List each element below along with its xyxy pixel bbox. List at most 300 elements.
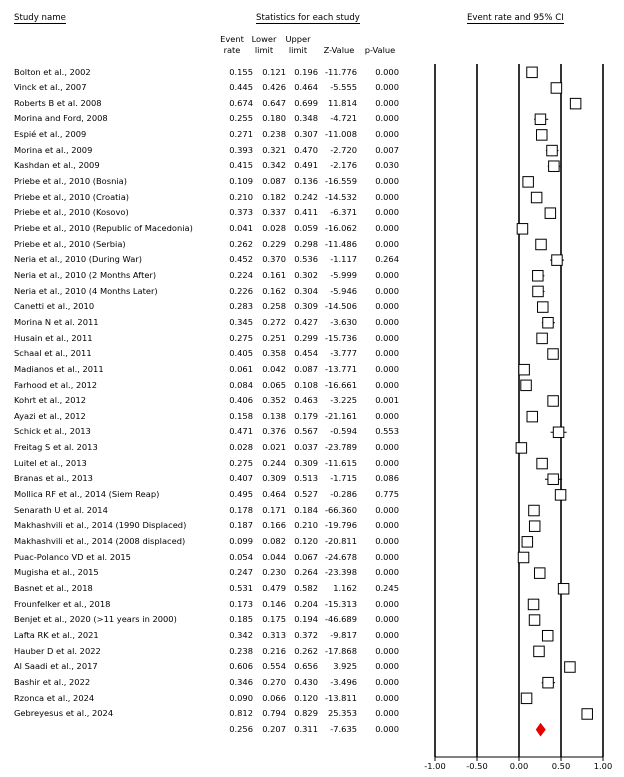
lower-limit: 0.066 bbox=[262, 692, 286, 703]
study-point bbox=[522, 537, 533, 548]
upper-limit: 0.513 bbox=[294, 473, 318, 484]
p-value: 0.245 bbox=[375, 582, 399, 593]
event-rate: 0.495 bbox=[229, 489, 253, 500]
p-value: 0.000 bbox=[375, 598, 399, 609]
p-value: 0.000 bbox=[375, 629, 399, 640]
z-value: -0.594 bbox=[330, 426, 357, 437]
z-value: -14.506 bbox=[324, 301, 357, 312]
lower-limit: 0.082 bbox=[262, 536, 286, 546]
p-value: 0.000 bbox=[375, 269, 399, 280]
lower-limit: 0.121 bbox=[262, 66, 286, 77]
upper-limit: 0.179 bbox=[294, 410, 318, 421]
upper-limit: 0.567 bbox=[294, 426, 318, 437]
event-rate: 0.812 bbox=[229, 708, 253, 719]
event-rate: 0.531 bbox=[229, 582, 253, 593]
event-rate: 0.275 bbox=[229, 457, 253, 468]
study-name: Priebe et al., 2010 (Croatia) bbox=[14, 191, 130, 202]
p-value: 0.000 bbox=[375, 332, 399, 343]
lower-limit: 0.229 bbox=[262, 238, 286, 249]
upper-limit: 0.242 bbox=[294, 191, 318, 202]
upper-limit: 0.196 bbox=[294, 66, 318, 77]
lower-limit: 0.358 bbox=[262, 348, 286, 359]
study-name: Benjet et al., 2020 (>11 years in 2000) bbox=[14, 614, 177, 625]
study-point bbox=[548, 349, 559, 360]
lower-limit: 0.175 bbox=[262, 614, 286, 625]
upper-limit: 0.298 bbox=[294, 238, 318, 249]
p-value: 0.000 bbox=[375, 363, 399, 374]
z-value: -11.008 bbox=[324, 129, 357, 140]
p-value: 0.000 bbox=[375, 348, 399, 359]
study-point bbox=[533, 286, 544, 297]
x-tick-label-0: -1.00 bbox=[424, 761, 446, 771]
study-name: Makhashvili et al., 2014 (1990 Displaced) bbox=[14, 520, 187, 531]
upper-limit: 0.656 bbox=[294, 661, 318, 672]
z-value: 25.353 bbox=[327, 708, 357, 719]
lower-limit: 0.180 bbox=[262, 113, 286, 124]
upper-limit: 0.087 bbox=[294, 363, 318, 374]
upper-limit: 0.194 bbox=[294, 614, 318, 625]
z-value: -3.225 bbox=[330, 395, 357, 406]
p-value: 0.000 bbox=[375, 223, 399, 233]
lower-header-line2: limit bbox=[254, 44, 274, 55]
upper-limit: 0.262 bbox=[294, 645, 318, 656]
lower-limit: 0.042 bbox=[262, 363, 286, 374]
study-point bbox=[518, 552, 529, 563]
z-value: -1.715 bbox=[330, 473, 357, 484]
p-value: 0.000 bbox=[375, 176, 399, 187]
event-rate: 0.471 bbox=[229, 426, 253, 437]
upper-limit: 0.210 bbox=[294, 520, 318, 531]
p-value-col-header: p-Value bbox=[364, 45, 396, 55]
p-value: 0.000 bbox=[375, 692, 399, 703]
event-rate: 0.373 bbox=[229, 207, 253, 218]
z-value: 3.925 bbox=[333, 661, 357, 672]
z-value: -16.559 bbox=[324, 176, 357, 187]
study-name: Neria et al., 2010 (4 Months Later) bbox=[14, 285, 158, 296]
p-value: 0.000 bbox=[375, 645, 399, 656]
p-value: 0.030 bbox=[375, 160, 399, 171]
event-rate: 0.158 bbox=[229, 410, 253, 421]
event-rate: 0.256 bbox=[229, 723, 253, 734]
study-point bbox=[553, 427, 564, 438]
study-name: Al Saadi et al., 2017 bbox=[14, 661, 98, 672]
z-value: -13.811 bbox=[324, 692, 357, 703]
z-value: -21.161 bbox=[324, 410, 357, 421]
study-point bbox=[543, 317, 554, 328]
event-rate: 0.210 bbox=[229, 191, 253, 202]
z-value: -17.868 bbox=[324, 645, 357, 656]
upper-limit: 0.309 bbox=[294, 301, 318, 312]
p-value: 0.553 bbox=[375, 426, 399, 437]
event-rate: 0.099 bbox=[229, 536, 253, 546]
p-value: 0.000 bbox=[375, 207, 399, 218]
p-value: 0.000 bbox=[375, 191, 399, 202]
event-rate: 0.054 bbox=[229, 551, 253, 562]
lower-limit: 0.321 bbox=[262, 144, 286, 155]
study-name: Puac-Polanco VD et al. 2015 bbox=[14, 551, 131, 562]
study-point bbox=[519, 364, 530, 375]
p-value: 0.000 bbox=[375, 661, 399, 672]
lower-limit: 0.021 bbox=[262, 442, 286, 453]
event-rate: 0.041 bbox=[229, 223, 253, 233]
upper-limit: 0.204 bbox=[294, 598, 318, 609]
study-point bbox=[529, 505, 540, 516]
study-name: Kashdan et al., 2009 bbox=[14, 160, 100, 171]
upper-limit: 0.527 bbox=[294, 489, 318, 500]
lower-limit: 0.244 bbox=[262, 457, 286, 468]
event-rate: 0.238 bbox=[229, 645, 253, 656]
p-value: 0.000 bbox=[375, 708, 399, 719]
upper-limit: 0.430 bbox=[294, 676, 318, 687]
lower-limit: 0.230 bbox=[262, 567, 286, 578]
z-value: -6.371 bbox=[330, 207, 357, 218]
event-header-line1: Event bbox=[220, 34, 244, 44]
study-point bbox=[543, 677, 554, 688]
p-value: 0.000 bbox=[375, 457, 399, 468]
lower-limit: 0.464 bbox=[262, 489, 286, 500]
study-name: Priebe et al., 2010 (Kosovo) bbox=[14, 207, 129, 218]
x-tick-label-2: 0.00 bbox=[509, 761, 529, 771]
upper-limit: 0.120 bbox=[294, 692, 318, 703]
z-value-col-header: Z-Value bbox=[323, 45, 355, 55]
study-name: Roberts B et al. 2008 bbox=[14, 97, 102, 108]
lower-limit: 0.166 bbox=[262, 520, 286, 531]
z-value: -23.789 bbox=[324, 442, 357, 453]
lower-limit: 0.044 bbox=[262, 551, 286, 562]
study-point bbox=[565, 662, 576, 673]
study-name: Branas et al., 2013 bbox=[14, 473, 93, 484]
p-value: 0.000 bbox=[375, 442, 399, 453]
z-value: 11.814 bbox=[327, 97, 357, 108]
event-rate: 0.187 bbox=[229, 520, 253, 531]
study-name: Farhood et al., 2012 bbox=[14, 379, 98, 390]
study-name: Rzonca et al., 2024 bbox=[14, 692, 95, 703]
upper-limit: 0.302 bbox=[294, 269, 318, 280]
lower-limit: 0.207 bbox=[262, 723, 286, 734]
event-rate: 0.224 bbox=[229, 269, 253, 280]
lower-limit: 0.238 bbox=[262, 129, 286, 140]
lower-limit: 0.272 bbox=[262, 316, 286, 327]
lower-limit: 0.065 bbox=[262, 379, 286, 390]
study-point bbox=[547, 145, 558, 156]
lower-header-line1: Lower bbox=[251, 34, 277, 44]
z-value: -19.796 bbox=[324, 520, 357, 531]
p-value: 0.000 bbox=[375, 614, 399, 625]
upper-limit: 0.299 bbox=[294, 332, 318, 343]
lower-limit: 0.028 bbox=[262, 223, 286, 233]
lower-limit: 0.216 bbox=[262, 645, 286, 656]
upper-limit: 0.463 bbox=[294, 395, 318, 406]
p-value: 0.000 bbox=[375, 410, 399, 421]
study-point bbox=[531, 192, 542, 203]
p-value: 0.007 bbox=[375, 144, 399, 155]
z-value: -23.398 bbox=[324, 567, 357, 578]
z-value: -16.062 bbox=[324, 223, 357, 233]
upper-limit: 0.184 bbox=[294, 504, 318, 515]
z-value: -11.486 bbox=[324, 238, 357, 249]
study-point bbox=[570, 98, 581, 109]
study-point bbox=[533, 271, 544, 282]
z-value: -3.496 bbox=[330, 676, 357, 687]
x-tick-label-3: 0.50 bbox=[551, 761, 571, 771]
event-rate: 0.275 bbox=[229, 332, 253, 343]
event-rate: 0.405 bbox=[229, 348, 253, 359]
study-name: Neria et al., 2010 (During War) bbox=[14, 254, 142, 265]
z-value: -2.176 bbox=[330, 160, 357, 171]
x-tick-label-4: 1.00 bbox=[593, 761, 613, 771]
summary-diamond bbox=[536, 724, 545, 736]
upper-limit: 0.311 bbox=[294, 723, 318, 734]
study-name: Senarath U et al. 2014 bbox=[14, 504, 108, 515]
event-rate: 0.247 bbox=[229, 567, 253, 578]
study-name: Mugisha et al., 2015 bbox=[14, 567, 99, 578]
p-value: 0.000 bbox=[375, 536, 399, 546]
event-rate: 0.226 bbox=[229, 285, 253, 296]
lower-limit: 0.554 bbox=[262, 661, 286, 672]
study-point bbox=[534, 646, 545, 657]
study-name: Bashir et al., 2022 bbox=[14, 676, 91, 687]
lower-limit: 0.647 bbox=[262, 97, 286, 108]
study-point bbox=[536, 239, 547, 250]
study-point bbox=[535, 114, 546, 125]
upper-limit: 0.470 bbox=[294, 144, 318, 155]
event-rate: 0.674 bbox=[229, 97, 253, 108]
p-value: 0.000 bbox=[375, 567, 399, 578]
upper-limit: 0.264 bbox=[294, 567, 318, 578]
upper-limit: 0.037 bbox=[294, 442, 318, 453]
p-value: 0.000 bbox=[375, 316, 399, 327]
lower-limit: 0.352 bbox=[262, 395, 286, 406]
event-rate: 0.393 bbox=[229, 144, 253, 155]
study-point bbox=[538, 302, 549, 313]
upper-limit: 0.427 bbox=[294, 316, 318, 327]
z-value: -66.360 bbox=[324, 504, 357, 515]
upper-limit: 0.304 bbox=[294, 285, 318, 296]
z-value: -15.313 bbox=[324, 598, 357, 609]
upper-limit: 0.059 bbox=[294, 223, 318, 233]
event-header-line2: rate bbox=[223, 44, 241, 55]
x-tick-label-1: -0.50 bbox=[466, 761, 488, 771]
study-point bbox=[537, 130, 548, 141]
upper-limit: 0.582 bbox=[294, 582, 318, 593]
study-name: Ayazi et al., 2012 bbox=[14, 410, 86, 421]
p-value: 0.000 bbox=[375, 238, 399, 249]
study-point bbox=[548, 474, 559, 485]
event-rate: 0.262 bbox=[229, 238, 253, 249]
upper-limit: 0.307 bbox=[294, 129, 318, 140]
lower-limit: 0.162 bbox=[262, 285, 286, 296]
z-value: -14.532 bbox=[324, 191, 357, 202]
study-point bbox=[527, 67, 538, 78]
study-point bbox=[549, 161, 560, 172]
study-name: Schaal et al., 2011 bbox=[14, 348, 92, 359]
p-value: 0.086 bbox=[375, 473, 399, 484]
lower-limit: 0.171 bbox=[262, 504, 286, 515]
p-value: 0.775 bbox=[375, 489, 399, 500]
z-value: 1.162 bbox=[333, 582, 357, 593]
study-point bbox=[523, 177, 534, 188]
lower-limit: 0.479 bbox=[262, 582, 286, 593]
study-point bbox=[534, 568, 545, 579]
z-value: -4.721 bbox=[330, 113, 357, 124]
study-name: Schick et al., 2013 bbox=[14, 426, 91, 437]
event-rate: 0.606 bbox=[229, 661, 253, 672]
event-rate: 0.342 bbox=[229, 629, 253, 640]
study-point bbox=[516, 443, 527, 454]
p-value: 0.000 bbox=[375, 129, 399, 140]
z-value: -0.286 bbox=[330, 489, 357, 500]
study-name: Frounfelker et al., 2018 bbox=[14, 598, 111, 609]
event-rate: 0.406 bbox=[229, 395, 253, 406]
study-point bbox=[528, 599, 539, 610]
study-point bbox=[555, 490, 566, 501]
p-value: 0.000 bbox=[375, 66, 399, 77]
event-rate: 0.345 bbox=[229, 316, 253, 327]
upper-limit: 0.120 bbox=[294, 536, 318, 546]
event-rate: 0.452 bbox=[229, 254, 253, 265]
upper-limit: 0.411 bbox=[294, 207, 318, 218]
p-value: 0.000 bbox=[375, 82, 399, 93]
z-value: -9.817 bbox=[330, 629, 357, 640]
z-value: -5.999 bbox=[330, 269, 357, 280]
event-rate: 0.415 bbox=[229, 160, 253, 171]
study-name: Luitel et al., 2013 bbox=[14, 457, 87, 468]
lower-limit: 0.313 bbox=[262, 629, 286, 640]
upper-limit: 0.829 bbox=[294, 708, 318, 719]
lower-limit: 0.251 bbox=[262, 332, 286, 343]
upper-limit: 0.108 bbox=[294, 379, 318, 390]
p-value: 0.000 bbox=[375, 520, 399, 531]
study-name: Freitag S et al. 2013 bbox=[14, 442, 98, 453]
z-value: -15.736 bbox=[324, 332, 357, 343]
event-rate: 0.185 bbox=[229, 614, 253, 625]
p-value: 0.264 bbox=[375, 254, 399, 265]
z-value: -16.661 bbox=[324, 379, 357, 390]
event-rate: 0.178 bbox=[229, 504, 253, 515]
z-value: -46.689 bbox=[324, 614, 357, 625]
study-point bbox=[545, 208, 556, 219]
study-name: Husain et al., 2011 bbox=[14, 332, 93, 343]
statistics-header: Statistics for each study bbox=[256, 13, 360, 23]
study-point bbox=[529, 521, 540, 532]
z-value: -1.117 bbox=[330, 254, 357, 265]
p-value: 0.000 bbox=[375, 285, 399, 296]
study-point bbox=[552, 255, 563, 266]
event-rate: 0.109 bbox=[229, 176, 253, 187]
lower-limit: 0.270 bbox=[262, 676, 286, 687]
upper-limit: 0.309 bbox=[294, 457, 318, 468]
event-rate: 0.445 bbox=[229, 82, 253, 93]
upper-header-line1: Upper bbox=[285, 34, 311, 44]
upper-limit: 0.136 bbox=[294, 176, 318, 187]
study-name: Morina and Ford, 2008 bbox=[14, 113, 108, 124]
study-point bbox=[548, 396, 559, 407]
p-value: 0.000 bbox=[375, 723, 399, 734]
study-name: Mollica RF et al., 2014 (Siem Reap) bbox=[14, 489, 160, 500]
event-rate: 0.407 bbox=[229, 473, 253, 484]
study-name: Basnet et al., 2018 bbox=[14, 582, 93, 593]
z-value: -3.777 bbox=[330, 348, 357, 359]
study-point bbox=[527, 411, 538, 422]
study-point bbox=[537, 333, 548, 344]
event-rate: 0.283 bbox=[229, 301, 253, 312]
study-point bbox=[558, 584, 569, 595]
study-point bbox=[537, 458, 548, 469]
lower-limit: 0.309 bbox=[262, 473, 286, 484]
z-value: -11.615 bbox=[324, 457, 357, 468]
study-point bbox=[551, 83, 562, 94]
study-name: Priebe et al., 2010 (Republic of Macedonia) bbox=[14, 223, 193, 233]
p-value: 0.000 bbox=[375, 97, 399, 108]
study-name: Madianos et al., 2011 bbox=[14, 363, 104, 374]
study-name: Bolton et al., 2002 bbox=[14, 66, 91, 77]
lower-limit: 0.182 bbox=[262, 191, 286, 202]
z-value: -3.630 bbox=[330, 316, 357, 327]
study-name: Neria et al., 2010 (2 Months After) bbox=[14, 269, 157, 280]
upper-limit: 0.491 bbox=[294, 160, 318, 171]
study-name: Priebe et al., 2010 (Serbia) bbox=[14, 238, 126, 249]
upper-header-line2: limit bbox=[288, 44, 308, 55]
lower-limit: 0.087 bbox=[262, 176, 286, 187]
p-value: 0.000 bbox=[375, 551, 399, 562]
study-name: Morina N et al. 2011 bbox=[14, 316, 99, 327]
event-rate: 0.028 bbox=[229, 442, 253, 453]
z-value: -11.776 bbox=[324, 66, 357, 77]
lower-limit: 0.161 bbox=[262, 269, 286, 280]
study-point bbox=[582, 709, 593, 720]
z-value: -20.811 bbox=[324, 536, 357, 546]
p-value: 0.001 bbox=[375, 395, 399, 406]
p-value: 0.000 bbox=[375, 676, 399, 687]
plot-title: Event rate and 95% CI bbox=[467, 13, 564, 23]
study-name: Espié et al., 2009 bbox=[14, 129, 87, 140]
lower-limit: 0.138 bbox=[262, 410, 286, 421]
event-rate: 0.255 bbox=[229, 113, 253, 124]
study-name: Priebe et al., 2010 (Bosnia) bbox=[14, 176, 127, 187]
p-value: 0.000 bbox=[375, 379, 399, 390]
upper-limit: 0.464 bbox=[294, 82, 318, 93]
z-value: -24.678 bbox=[324, 551, 357, 562]
study-point bbox=[529, 615, 540, 626]
event-rate: 0.155 bbox=[229, 66, 253, 77]
event-rate: 0.061 bbox=[229, 363, 253, 374]
upper-limit: 0.454 bbox=[294, 348, 318, 359]
upper-limit: 0.348 bbox=[294, 113, 318, 124]
event-rate: 0.271 bbox=[229, 129, 253, 140]
p-value: 0.000 bbox=[375, 504, 399, 515]
event-rate: 0.084 bbox=[229, 379, 253, 390]
study-name: Vinck et al., 2007 bbox=[14, 82, 87, 93]
study-point bbox=[521, 380, 532, 391]
upper-limit: 0.536 bbox=[294, 254, 318, 265]
lower-limit: 0.337 bbox=[262, 207, 286, 218]
z-value: -2.720 bbox=[330, 144, 357, 155]
z-value: -13.771 bbox=[324, 363, 357, 374]
upper-limit: 0.699 bbox=[294, 97, 318, 108]
lower-limit: 0.794 bbox=[262, 708, 286, 719]
study-name: Morina et al., 2009 bbox=[14, 144, 93, 155]
lower-limit: 0.426 bbox=[262, 82, 286, 93]
study-point bbox=[517, 224, 528, 235]
lower-limit: 0.258 bbox=[262, 301, 286, 312]
study-name: Gebreyesus et al., 2024 bbox=[14, 708, 114, 719]
study-name: Kohrt et al., 2012 bbox=[14, 395, 87, 406]
study-name: Canetti et al., 2010 bbox=[14, 301, 95, 312]
study-name: Lafta RK et al., 2021 bbox=[14, 629, 99, 640]
p-value: 0.000 bbox=[375, 301, 399, 312]
p-value: 0.000 bbox=[375, 113, 399, 124]
z-value: -5.555 bbox=[330, 82, 357, 93]
